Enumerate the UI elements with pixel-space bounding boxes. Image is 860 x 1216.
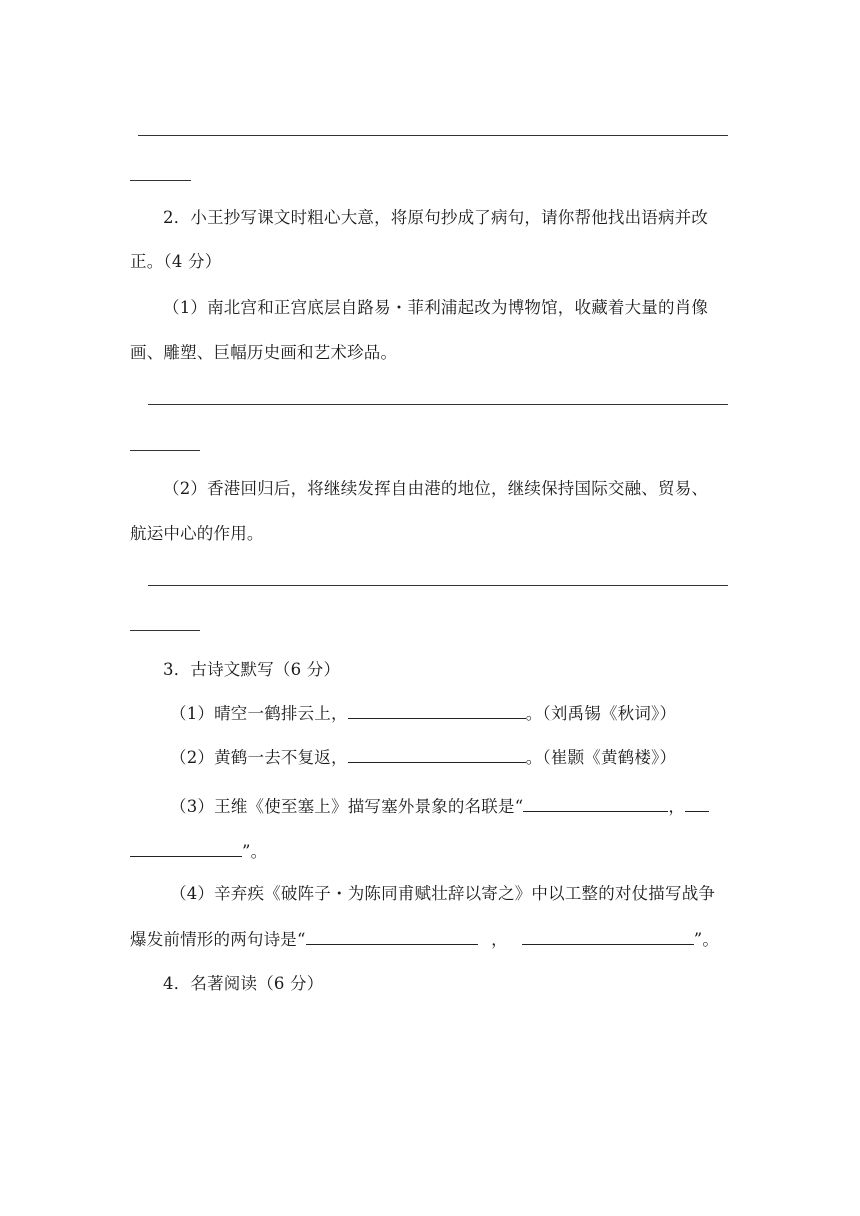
- fill-blank[interactable]: [523, 797, 668, 812]
- question-4-heading: 4．名著阅读（6 分）: [163, 974, 324, 993]
- fill-blank[interactable]: [306, 930, 478, 945]
- answer-line: [130, 630, 200, 631]
- item-2-suffix: 。（崔颢《黄鹤楼》）: [525, 748, 677, 767]
- question-2-item-2: （2）香港回归后，将继续发挥自由港的地位，继续保持国际交融、贸易、: [163, 479, 709, 498]
- answer-line: [148, 404, 728, 405]
- item-4-mid: ，: [485, 930, 508, 949]
- question-2-item-2-cont: 航运中心的作用。: [130, 524, 264, 543]
- answer-line: [148, 585, 728, 586]
- item-2-prefix: （2）黄鹤一去不复返，: [170, 748, 348, 767]
- item-4-prefix: 爆发前情形的两句诗是“: [130, 930, 306, 949]
- answer-line: [130, 180, 191, 181]
- question-2-heading-cont: 正。（4 分）: [130, 252, 222, 271]
- question-3-item-4: （4）辛弃疾《破阵子・为陈同甫赋壮辞以寄之》中以工整的对仗描写战争: [170, 884, 716, 903]
- item-4-suffix: ”。: [693, 930, 720, 949]
- item-1-prefix: （1）晴空一鹤排云上，: [170, 704, 348, 723]
- item-3-prefix: （3）王维《使至塞上》描写塞外景象的名联是“: [170, 797, 524, 816]
- fill-blank[interactable]: [130, 842, 242, 857]
- question-3-heading: 3．古诗文默写（6 分）: [163, 660, 341, 679]
- question-3-item-3: [170, 797, 709, 817]
- item-3-mid: ，: [668, 797, 686, 816]
- question-3-item-3-cont: [130, 842, 267, 862]
- answer-line: [138, 135, 728, 136]
- question-2-item-1-cont: 画、雕塑、巨幅历史画和艺术珍品。: [130, 343, 398, 362]
- item-3-suffix: ”。: [242, 842, 268, 861]
- fill-blank[interactable]: [348, 704, 526, 719]
- question-2-heading: 2．小王抄写课文时粗心大意，将原句抄成了病句，请你帮他找出语病并改: [163, 208, 709, 227]
- question-3-item-2: [170, 748, 676, 768]
- fill-blank[interactable]: [348, 748, 526, 763]
- question-3-item-4-cont: [130, 930, 719, 950]
- fill-blank[interactable]: [685, 797, 709, 812]
- question-2-item-1: （1）南北宫和正宫底层自路易・菲利浦起改为博物馆，收藏着大量的肖像: [163, 298, 709, 317]
- fill-blank[interactable]: [522, 930, 694, 945]
- item-1-suffix: 。（刘禹锡《秋词》）: [525, 704, 677, 723]
- question-3-item-1: [170, 704, 676, 724]
- answer-line: [130, 450, 200, 451]
